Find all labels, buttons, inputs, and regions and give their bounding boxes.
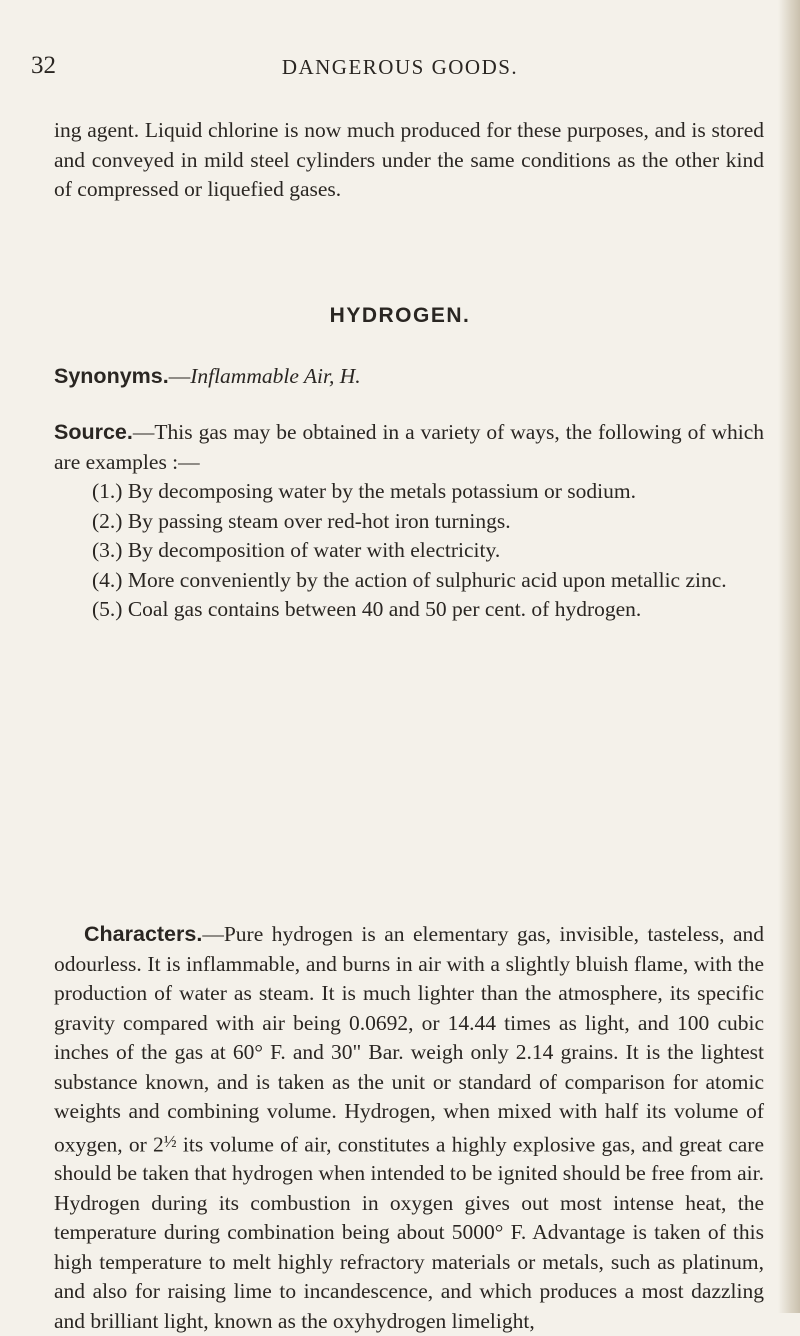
list-item-number: (5.) <box>92 597 123 621</box>
source-label: Source. <box>54 420 133 444</box>
list-item-number: (1.) <box>92 479 123 503</box>
list-item-text: More conveniently by the action of sulphuric acid upon metallic zinc. <box>127 567 727 592</box>
list-item-number: (4.) <box>92 567 123 592</box>
list-item <box>54 477 764 507</box>
characters-text-part1: Pure hydrogen is an elementary gas, invisible, tasteless, and odourless. It is inflammable, and burns in air with a slightly bluish flame, with the production of water as steam. It is much lighter than the atmosphere, its specific gravity compared with air being 0.0692, or 14.44 times as light, and 100 cubic inches of the gas at 60° F. and 30" Bar. weigh only 2.14 grains. It is the lightest substance known, and is taken as the unit or standard of comparison for atomic weights and combining volume. Hydrogen, when mixed with half its volume of oxygen, or 2 <box>54 922 764 1156</box>
synonyms-paragraph <box>54 362 764 392</box>
source-dash: — <box>132 420 155 444</box>
section-title: HYDROGEN. <box>329 304 471 327</box>
list-item-number: (3.) <box>92 538 123 562</box>
characters-fraction: ½ <box>163 1131 177 1151</box>
list-item-number: (2.) <box>92 508 123 533</box>
list-item-text: By decomposing water by the metals potassium or sodium. <box>127 479 636 503</box>
list-item <box>54 595 764 625</box>
list-item <box>54 536 764 566</box>
characters-paragraph <box>54 920 764 1336</box>
characters-text-part2: its volume of air, constitutes a highly explosive gas, and great care should be taken that hydrogen when intended to be ignited should be free from air. Hydrogen during its combustion in oxygen gives out most intense heat, the temperature during combination being about 5000° F. Advantage is taken of this high temperature to melt highly refractory materials or metals, such as platinum, and also for raising lime to incandescence, and which produces a most dazzling and brilliant light, known as the oxyhydrogen limelight, <box>54 1131 765 1333</box>
synonyms-label: Synonyms. <box>54 364 169 388</box>
list-item <box>54 566 764 596</box>
list-item-text: By decomposition of water with electricity. <box>127 538 501 562</box>
intro-paragraph: ing agent. Liquid chlorine is now much produced for these purposes, and is stored and conveyed in mild steel cylinders under the same conditions as the other kind of compressed or liquefied gases. <box>54 118 764 201</box>
synonyms-values: Inflammable Air, H. <box>190 364 361 388</box>
characters-dash: — <box>202 922 224 946</box>
list-item-text: By passing steam over red-hot iron turnings. <box>127 508 511 533</box>
list-item <box>54 507 764 537</box>
source-text: This gas may be obtained in a variety of ways, the following of which are examples :— <box>54 420 764 474</box>
characters-label: Characters. <box>84 922 203 946</box>
page-number: 32 <box>31 52 56 79</box>
synonyms-dash: — <box>168 364 191 388</box>
page-edge-shadow <box>778 0 800 1313</box>
source-paragraph <box>54 418 764 477</box>
source-list <box>54 477 764 625</box>
running-head: DANGEROUS GOODS. <box>281 55 519 79</box>
list-item-text: Coal gas contains between 40 and 50 per cent. of hydrogen. <box>127 597 642 621</box>
